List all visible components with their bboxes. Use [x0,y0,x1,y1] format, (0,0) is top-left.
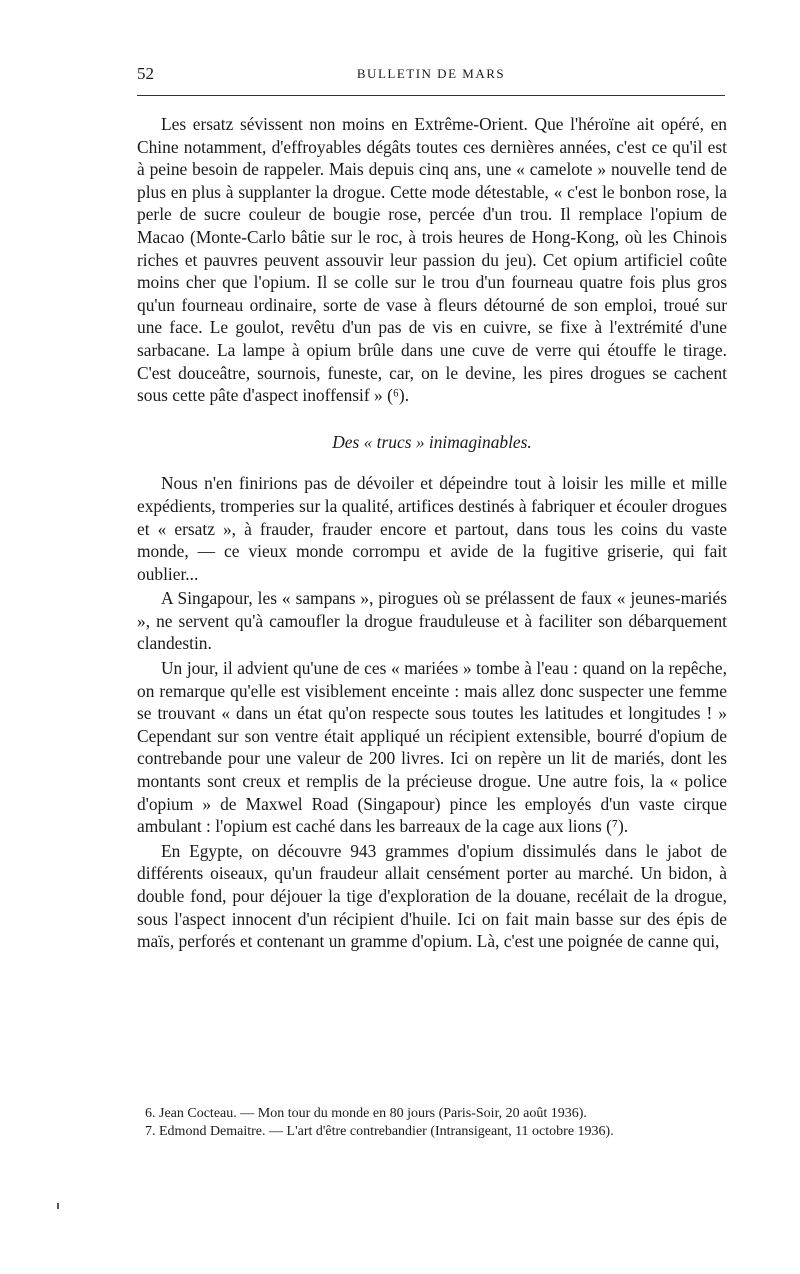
paragraph-egypte: En Egypte, on découvre 943 grammes d'opium dissimulés dans le jabot de différents oiseaux, qu'un fraudeur allait censément porter au marché. Un bidon, à double fond, pour déjouer la tige d'exploration de la douane, recélait de la drogue, sous l'aspect innocent d'un récipient d'huile. Ici on fait main basse sur des épis de maïs, perforés et contenant un gramme d'opium. Là, c'est une poignée de canne qui, [137,840,727,952]
footnote-7: 7. Edmond Demaitre. — L'art d'être contrebandier (Intransigeant, 11 octobre 1936). [145,1124,614,1139]
page-number: 52 [137,64,154,83]
footnote-6: 6. Jean Cocteau. — Mon tour du monde en 80 jours (Paris-Soir, 20 août 1936). [145,1106,587,1121]
paragraph-ersatz-orient: Les ersatz sévissent non moins en Extrême-Orient. Que l'héroïne ait opéré, en Chine notamment, d'effroyables dégâts toutes ces dernières années, c'est ce qu'il est à peine besoin de rappeler. Mais depuis cinq ans, une « camelote » nouvelle tend de plus en plus à supplanter la drogue. Cette mode détestable, « c'est le bonbon rose, la perle de sucre couleur de bougie rose, percée d'un trou. Il remplace l'opium de Macao (Monte-Carlo bâtie sur le roc, à trois heures de Hong-Kong, où les Chinois riches et pauvres peuvent assouvir leur passion du jeu). Cet opium artificiel coûte moins cher que l'opium. Il se colle sur le trou d'un fourneau quatre fois plus gros qu'un fourneau ordinaire, sorte de vase à fleurs détourné de son emploi, troué sur une face. Le goulot, revêtu d'un pas de vis en cuivre, se fixe à l'extrémité d'une sarbacane. La lampe à opium brûle dans une cuve de verre qui étouffe le tirage. C'est douceâtre, sournois, funeste, car, on le devine, les pires drogues se cachent sous cette pâte d'aspect inoffensif » (⁶). [137,114,727,406]
body-text [137,113,727,953]
paragraph-singapour: A Singapour, les « sampans », pirogues où se prélassent de faux « jeunes-mariés », ne servent qu'à camoufler la drogue frauduleuse et à faciliter son débarquement clandestin. [137,588,727,654]
paragraph-expedients: Nous n'en finirions pas de dévoiler et dépeindre tout à loisir les mille et mille expédients, tromperies sur la qualité, artifices destinés à fabriquer et écouler drogues et « ersatz », à frauder, frauder encore et partout, dans tous les coins du vaste monde, — ce vieux monde corrompu et avide de la fugitive griserie, qui fait oublier... [137,473,727,584]
page-header [137,64,725,86]
footnotes [137,1105,727,1140]
margin-mark [57,1203,59,1209]
header-rule [137,95,725,96]
paragraph-mariee: Un jour, il advient qu'une de ces « mariées » tombe à l'eau : quand on la repêche, on remarque qu'elle est visiblement enceinte : mais allez donc suspecter une femme se trouvant « dans un état qu'on respecte sous toutes les latitudes et longitudes ! » Cependant sur son ventre était appliqué un récipient extensible, bourré d'opium de contrebande pour une valeur de 200 livres. Ici on repère un lit de mariés, dont les montants sont creux et remplis de la précieuse drogue. Une autre fois, la « police d'opium » de Maxwel Road (Singapour) pince les employés d'un vaste cirque ambulant : l'opium est caché dans les barreaux de la cage aux lions (⁷). [137,658,727,837]
section-heading: Des « trucs » inimaginables. [332,431,532,452]
running-title: BULLETIN DE MARS [356,66,506,81]
